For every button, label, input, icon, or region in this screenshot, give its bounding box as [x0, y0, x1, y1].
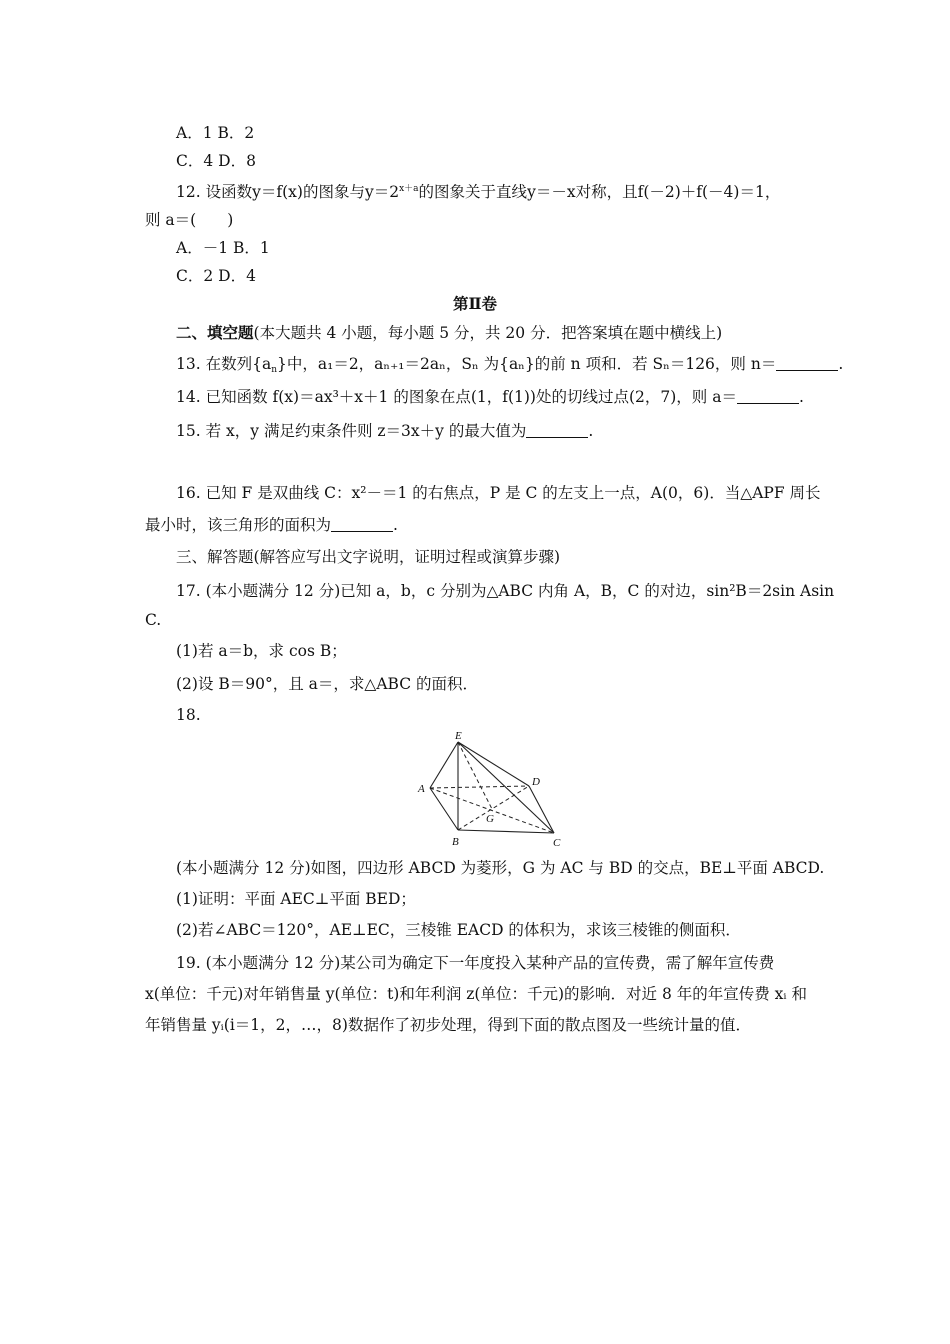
q16-line2 [145, 514, 398, 536]
q11-option-cd: C．4 D．8 [176, 152, 256, 170]
edge-EA [430, 742, 458, 788]
q19-line2: x(单位：千元)对年销售量 y(单位：t)和年利润 z(单位：千元)的影响．对近 8 年的年宣传费 xᵢ 和 [145, 985, 807, 1003]
q11-option-ab: A．1 B．2 [176, 124, 255, 142]
q16-text: 已知 F 是双曲线 C：x²－＝1 的右焦点，P 是 C 的左支上一点，A(0，6)．当△APF 周长 [205, 484, 821, 502]
q18-part2: (2)若∠ABC＝120°，AE⊥EC，三棱锥 EACD 的体积为，求该三棱锥的侧面积． [176, 921, 741, 939]
label-D: D [532, 776, 540, 788]
q12-exp-base: y＝2 [364, 183, 400, 201]
q16-end: . [393, 516, 398, 534]
q12-number: 12. [176, 183, 201, 201]
q13: 13. 在数列$\{a_n\}$中，a₁＝2，aₙ₊₁＝2aₙ，Sₙ 为{aₙ}的前 n 项和．若 Sₙ＝126，则 n＝ . [176, 355, 844, 375]
q12-function: y＝f(x) [252, 183, 303, 201]
q14-number: 14. [176, 388, 201, 406]
q14 [176, 386, 804, 408]
edge-AD [430, 786, 529, 788]
section-title: 第Ⅱ卷 [452, 294, 498, 313]
label-E: E [455, 730, 462, 742]
q12-line1 [176, 181, 780, 203]
q17-part1: (1)若 a＝b，求 cos B； [176, 642, 347, 660]
section2-note: (本大题共 4 小题，每小题 5 分，共 20 分．把答案填在题中横线上) [253, 324, 723, 342]
edge-AB [430, 788, 458, 830]
q18-part1: (1)证明：平面 AEC⊥平面 BED； [176, 890, 416, 908]
edge-CD [529, 786, 554, 833]
q12-mid1: 的图象与 [302, 183, 365, 201]
q19-line1: 19. (本小题满分 12 分)某公司为确定下一年度投入某种产品的宣传费，需了解年宣传费 [176, 954, 775, 972]
label-A: A [418, 783, 425, 795]
q15-text: 若 x，y 满足约束条件则 z＝3x＋y 的最大值为 [205, 422, 527, 440]
q16-line1 [176, 482, 821, 504]
q15-end: . [588, 422, 594, 440]
q16-line2-text: 最小时，该三角形的面积为 [145, 516, 332, 534]
q15 [176, 420, 593, 442]
q16-answer-blank[interactable] [331, 515, 393, 532]
q12-pre: 设函数 [205, 183, 253, 201]
q18-number: 18. [176, 706, 201, 724]
q16-number: 16. [176, 484, 201, 502]
q12-exponent: x＋a [399, 184, 419, 194]
q12-mid3: 对称，且 [575, 183, 638, 201]
q15-number: 15. [176, 422, 201, 440]
q12-end: ， [764, 183, 781, 201]
q12-condition: f(－2)＋f(－4)＝1 [637, 183, 765, 201]
q13-text: 在数列{a [205, 355, 272, 373]
q13-rest: }中，a₁＝2，aₙ₊₁＝2aₙ，Sₙ 为{aₙ}的前 n 项和．若 Sₙ＝126，则 n＝ [277, 355, 777, 373]
section2-heading: 二、填空题 [176, 323, 254, 342]
section3-heading: 三、解答题(解答应写出文字说明，证明过程或演算步骤) [176, 548, 561, 566]
section2-header [176, 322, 722, 344]
edge-AC [430, 788, 554, 833]
q18-pyramid-figure [412, 730, 572, 850]
q19-line3: 年销售量 yᵢ(i＝1，2，…，8)数据作了初步处理，得到下面的散点图及一些统计量的值． [145, 1016, 751, 1034]
q14-end: . [798, 388, 804, 406]
q17-line2: C. [145, 611, 162, 629]
q12-symmetry-line: y＝－x [527, 183, 576, 201]
q13-number: 13. [176, 355, 201, 373]
q13-answer-blank[interactable] [776, 354, 838, 371]
q12-option-ab: A．－1 B．1 [176, 239, 270, 257]
q12-line2: 则 a＝( ) [145, 211, 234, 229]
edge-BC [458, 830, 554, 833]
q14-text: 已知函数 f(x)＝ax³＋x＋1 的图象在点(1，f(1))处的切线过点(2，7)，则 a＝ [205, 388, 737, 406]
q17-line1: 17. (本小题满分 12 分)已知 a，b，c 分别为△ABC 内角 A，B，C 的对边，sin²B＝2sin Asin [176, 582, 835, 600]
q15-answer-blank[interactable] [526, 421, 588, 438]
q12-mid2: 的图象关于直线 [418, 183, 528, 201]
q14-answer-blank[interactable] [737, 387, 799, 404]
q18-stem: (本小题满分 12 分)如图，四边形 ABCD 为菱形，G 为 AC 与 BD 的交点，BE⊥平面 ABCD. [176, 859, 825, 877]
label-B: B [452, 836, 459, 848]
label-G: G [486, 813, 494, 825]
q13-end: . [838, 355, 844, 373]
q12-option-cd: C．2 D．4 [176, 267, 256, 285]
label-C: C [553, 837, 561, 849]
q17-part2: (2)设 B＝90°，且 a＝，求△ABC 的面积． [176, 675, 478, 693]
